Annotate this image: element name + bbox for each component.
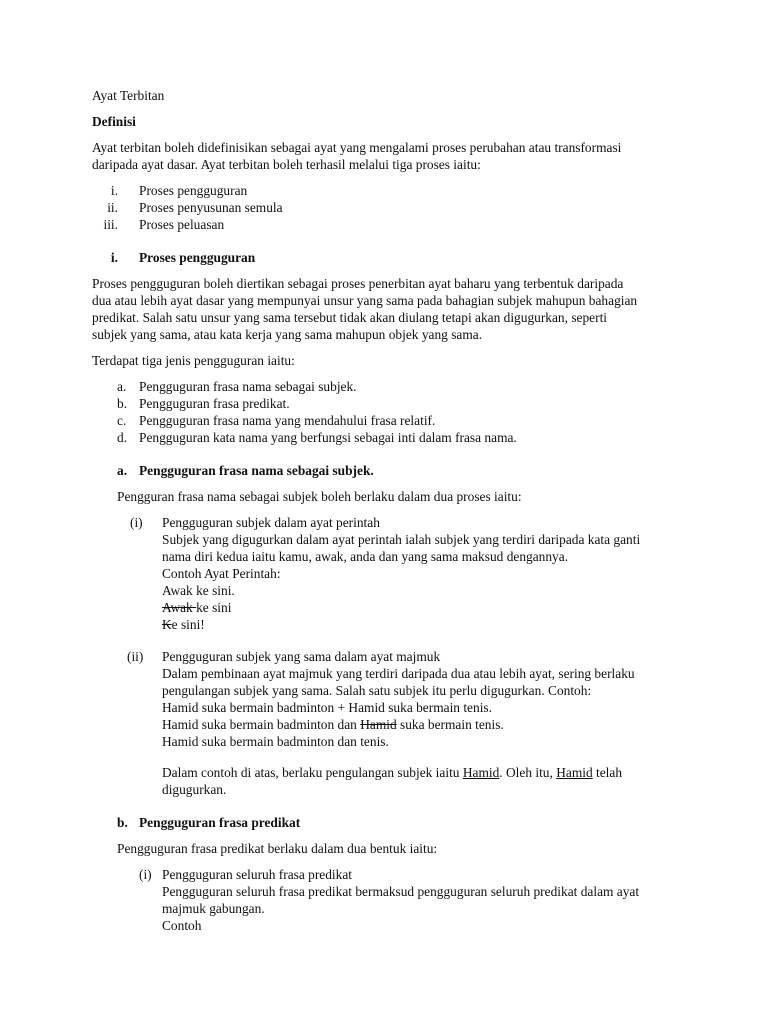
sub-i-line-1: Subjek yang digugurkan dalam ayat perintah ialah subjek yang terdiri daripada kata ganti [162, 532, 641, 547]
section-i-number: i. [110, 250, 118, 265]
section-a-intro: Pengguran frasa nama sebagai subjek boleh berlaku dalam dua proses iaitu: [117, 489, 522, 504]
list-item-text: Pengguguran frasa nama yang mendahului frasa relatif. [139, 413, 436, 428]
definisi-heading: Definisi [92, 114, 136, 129]
list-item-number: c. [117, 413, 127, 428]
sub-ii-line-2: pengulangan subjek yang sama. Salah satu subjek itu perlu digugurkan. Contoh: [162, 683, 592, 698]
section-b-heading: Pengguguran frasa predikat [139, 815, 301, 830]
sub-b-i-line-2: majmuk gabungan. [162, 901, 265, 916]
types-intro: Terdapat tiga jenis pengguguran iaitu: [92, 353, 295, 368]
list-item-number: b. [117, 396, 128, 411]
example-sentence-rest: ke sini [196, 600, 232, 615]
sub-b-i-title: Pengguguran seluruh frasa predikat [162, 867, 353, 882]
example-sentence-rest: e sini! [171, 617, 205, 632]
list-item-text: Pengguguran frasa predikat. [139, 396, 290, 411]
sub-ii-note-line-2: digugurkan. [162, 782, 227, 797]
example-sentence-3 [162, 616, 205, 633]
section-i-heading: Proses pengguguran [139, 250, 256, 265]
sub-ii-line-3: Hamid suka bermain badminton + Hamid suka bermain tenis. [162, 700, 492, 715]
section-i-line-2: dua atau lebih ayat dasar yang mempunyai unsur yang sama pada bahagian subjek mahupun bahagian [92, 293, 638, 308]
example-text: suka bermain tenis. [396, 717, 504, 732]
definisi-line-2: daripada ayat dasar. Ayat terbitan boleh terhasil melalui tiga proses iaitu: [92, 157, 481, 172]
list-item-number: ii. [107, 200, 118, 215]
sub-b-i-line-1: Pengguguran seluruh frasa predikat bermaksud pengguguran seluruh predikat dalam ayat [162, 884, 640, 899]
sub-i-number: (i) [130, 515, 143, 530]
list-item-number: iii. [103, 217, 118, 232]
example-label: Contoh Ayat Perintah: [162, 566, 281, 581]
underlined-subject: Hamid [462, 765, 500, 780]
sub-i-line-2: nama diri kedua iaitu kamu, awak, anda dan yang sama maksud dengannya. [162, 549, 569, 564]
sub-ii-line-1: Dalam pembinaan ayat majmuk yang terdiri daripada dua atau lebih ayat, sering berlaku [162, 666, 635, 681]
section-a-number: a. [117, 463, 128, 478]
list-item-number: i. [110, 183, 118, 198]
sub-ii-example-3: Hamid suka bermain badminton dan tenis. [162, 734, 389, 749]
note-text: Dalam contoh di atas, berlaku pengulangan subjek iaitu [162, 765, 463, 780]
list-item-text: Proses peluasan [139, 217, 225, 232]
underlined-subject: Hamid [556, 765, 593, 780]
example-sentence-2 [162, 599, 231, 616]
struck-subject: Awak [162, 600, 197, 615]
list-item-text: Proses pengguguran [139, 183, 248, 198]
section-i-line-1: Proses pengguguran boleh diertikan sebagai proses penerbitan ayat baharu yang terbentuk daripada [92, 276, 624, 291]
sub-ii-title: Pengguguran subjek yang sama dalam ayat majmuk [162, 649, 441, 664]
sub-ii-note-line-1 [162, 764, 622, 781]
note-text: telah [592, 765, 623, 780]
section-a-heading: Pengguguran frasa nama sebagai subjek. [139, 463, 374, 478]
struck-subject: Hamid [360, 717, 397, 732]
list-item-text: Pengguguran frasa nama sebagai subjek. [139, 379, 357, 394]
note-text: . Oleh itu, [499, 765, 557, 780]
example-text: Hamid suka bermain badminton dan [162, 717, 361, 732]
example-label: Contoh [162, 918, 202, 933]
list-item-number: d. [117, 430, 128, 445]
sub-i-title: Pengguguran subjek dalam ayat perintah [162, 515, 380, 530]
list-item-text: Pengguguran kata nama yang berfungsi sebagai inti dalam frasa nama. [139, 430, 517, 445]
list-item-text: Proses penyusunan semula [139, 200, 283, 215]
definisi-line-1: Ayat terbitan boleh didefinisikan sebagai ayat yang mengalami proses perubahan atau transformasi [92, 140, 622, 155]
section-b-number: b. [117, 815, 128, 830]
section-i-line-4: subjek yang sama, atau kata kerja yang sama mahupun objek yang sama. [92, 327, 483, 342]
sub-b-i-number: (i) [139, 867, 152, 882]
struck-letter: K [162, 617, 172, 632]
example-sentence-1: Awak ke sini. [162, 583, 235, 598]
sub-ii-number: (ii) [127, 649, 144, 664]
document-title: Ayat Terbitan [92, 88, 165, 103]
section-b-intro: Pengguguran frasa predikat berlaku dalam dua bentuk iaitu: [117, 841, 438, 856]
sub-ii-example-2 [162, 716, 504, 733]
list-item-number: a. [117, 379, 127, 394]
section-i-line-3: predikat. Salah satu unsur yang sama tersebut tidak akan diulang tetapi akan digugurkan, seperti [92, 310, 608, 325]
